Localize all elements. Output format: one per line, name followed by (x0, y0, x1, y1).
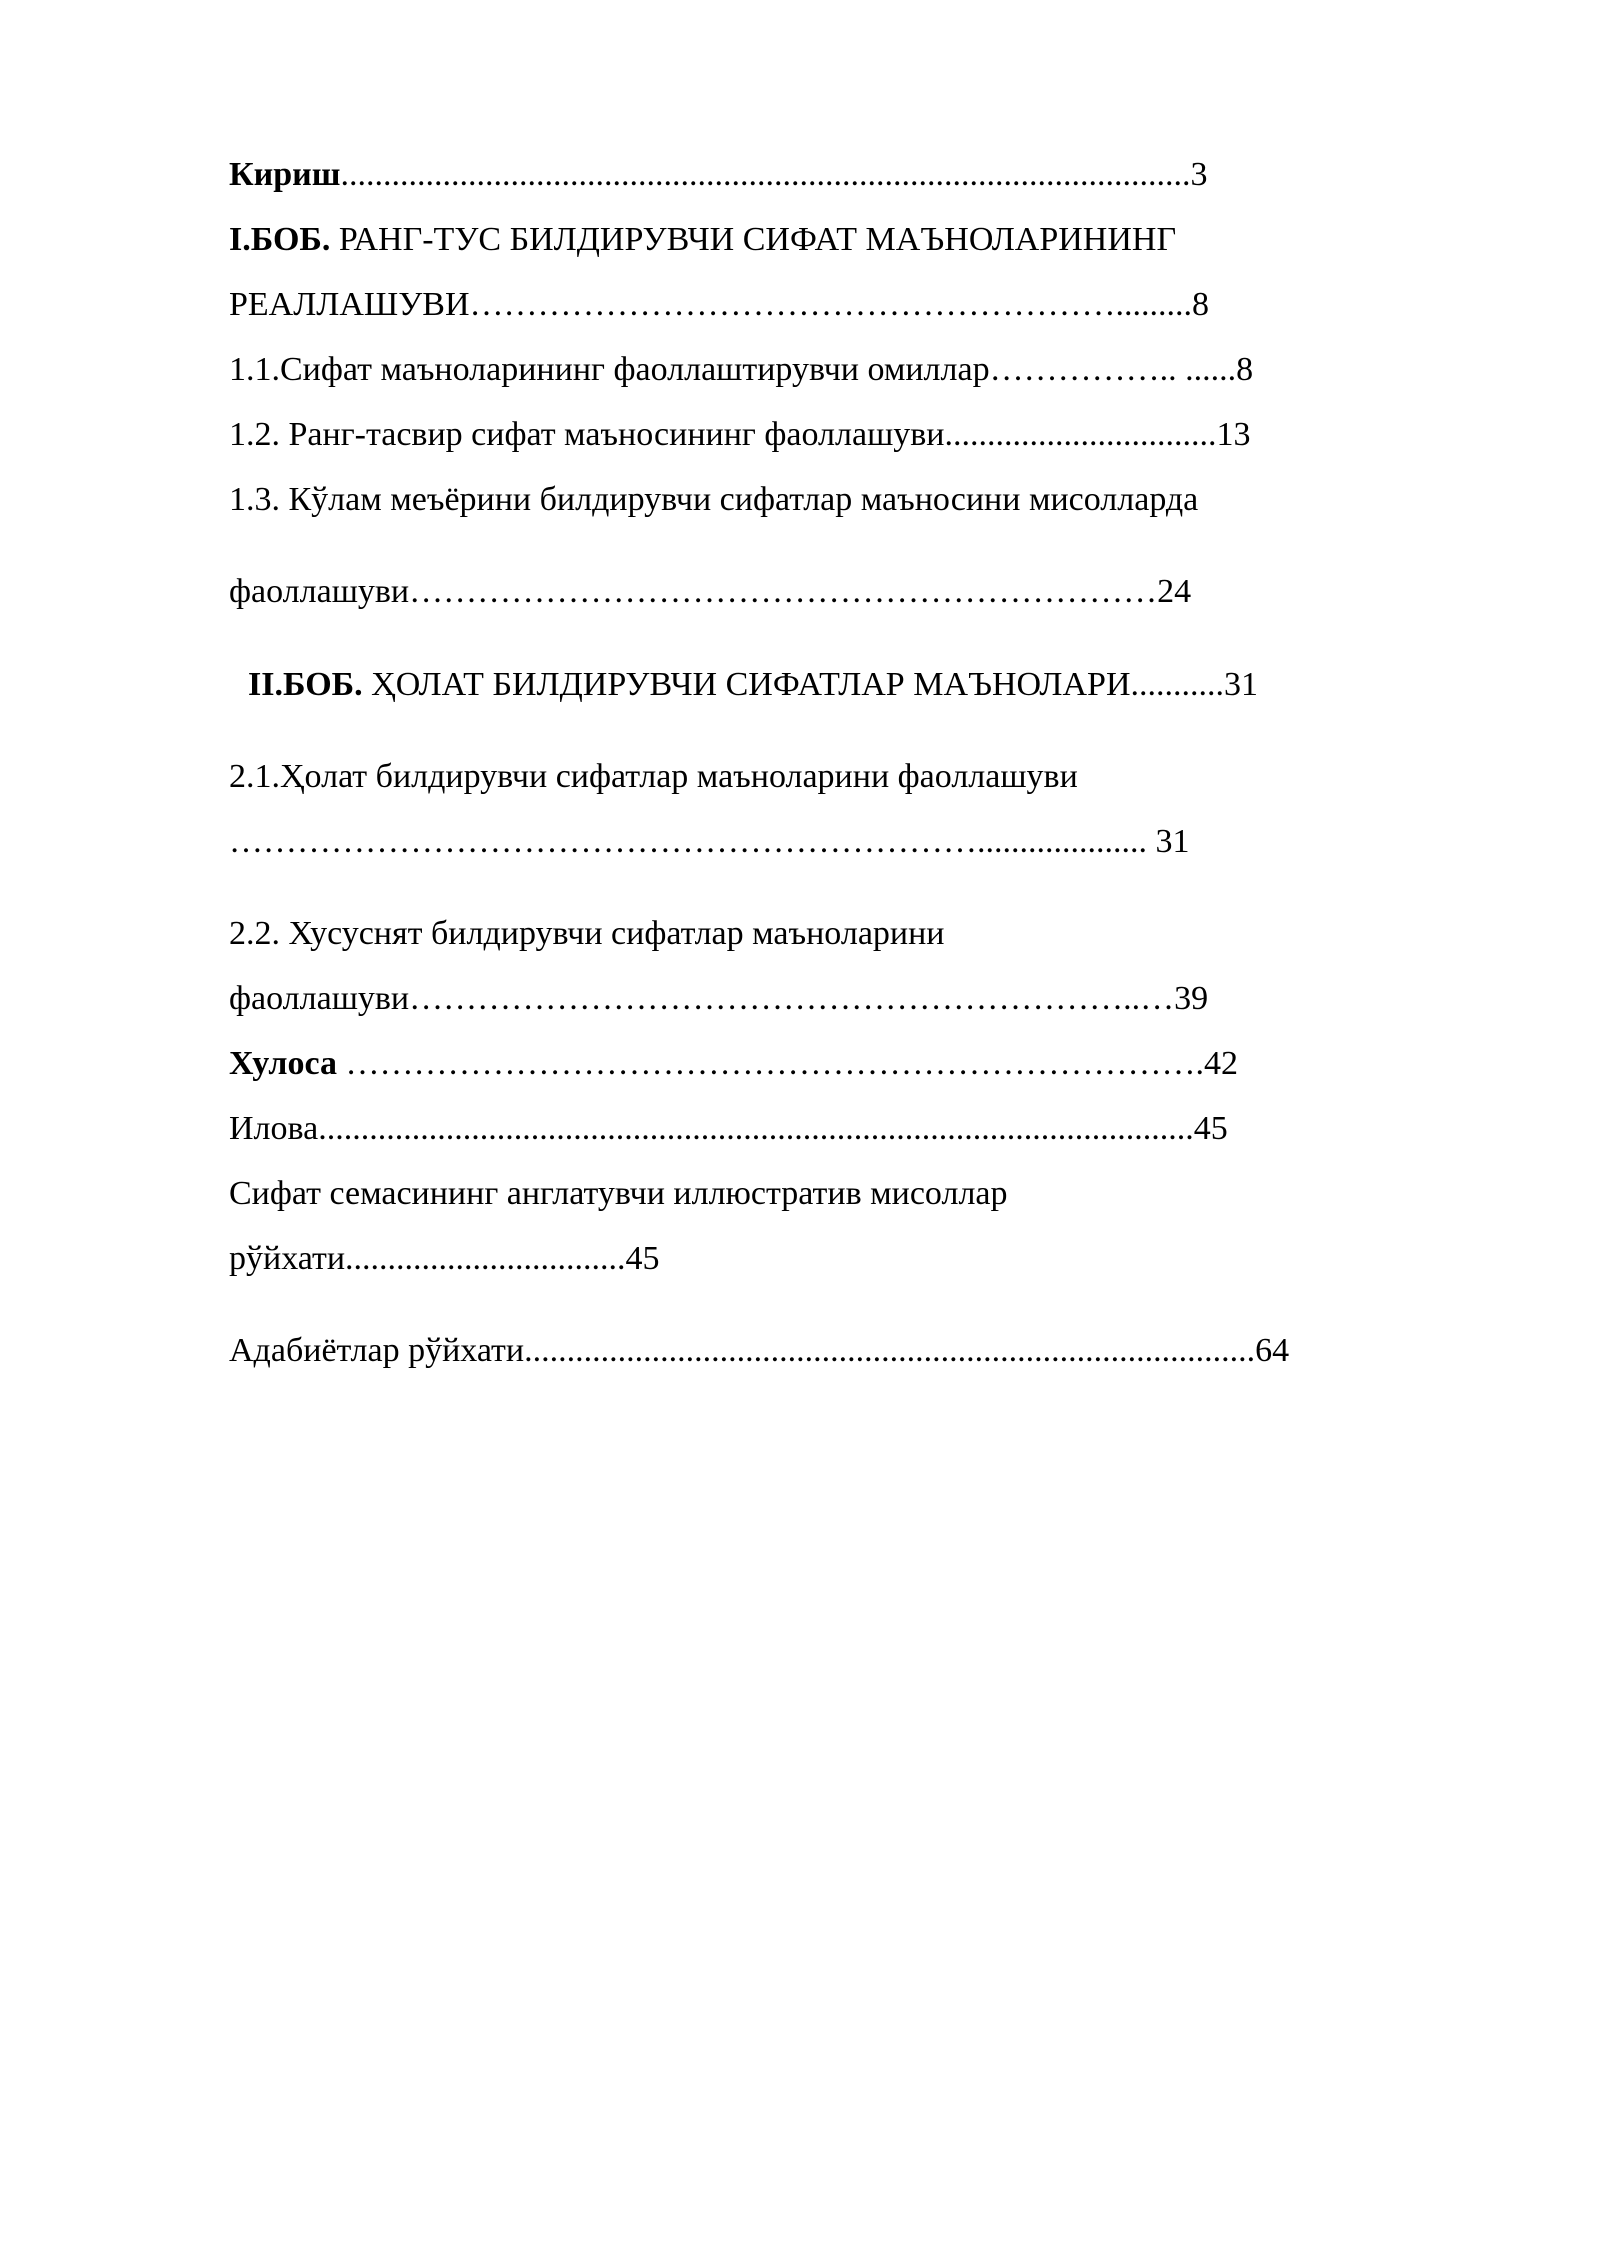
toc-entry-1-1: 1.1.Сифат маъноларининг фаоллаштирувчи омиллар…………….. ......8 (229, 351, 1254, 388)
toc-entry-1-2: 1.2. Ранг-тасвир сифат маъносининг фаоллашуви................................13 (229, 416, 1251, 453)
toc-entry-bob2 (248, 665, 1258, 705)
toc-entry-2-2: 2.2. Хусуснят билдирувчи сифатлар маъноларини (229, 915, 945, 952)
toc-title-bob2: ҲОЛАТ БИЛДИРУВЧИ СИФАТЛАР МАЪНОЛАРИ...........31 (362, 666, 1258, 703)
toc-label-xulosa: Хулоса (229, 1045, 337, 1082)
toc-entry-ilova: Илова.......................................................................................................45 (229, 1110, 1228, 1147)
toc-title-bob1: РАНГ-ТУС БИЛДИРУВЧИ СИФАТ МАЪНОЛАРИНИНГ (330, 221, 1177, 258)
toc-entry-2-1: 2.1.Ҳолат билдирувчи сифатлар маъноларини фаоллашуви (229, 758, 1078, 795)
toc-dots-kirish: ....................................................................................................3 (340, 156, 1208, 193)
toc-label-bob2: II.БОБ. (248, 666, 363, 703)
toc-label-bob1: I.БОБ. (229, 221, 331, 258)
toc-entry-1-3: 1.3. Кўлам меъёрини билдирувчи сифатлар маъносини мисолларда (229, 481, 1199, 518)
toc-entry-sifat-cont: рўйхати.................................45 (229, 1240, 660, 1277)
toc-dots-xulosa: ………………………………………………………………….42 (337, 1045, 1238, 1082)
toc-entry-xulosa (229, 1044, 1238, 1084)
toc-entry-sifat: Сифат семасининг англатувчи иллюстратив мисоллар (229, 1175, 1008, 1212)
toc-entry-bob1-cont: РЕАЛЛАШУВИ………………………………………………….........8 (229, 286, 1210, 323)
toc-entry-kirish (229, 155, 1207, 195)
toc-label-kirish: Кириш (229, 156, 341, 193)
toc-entry-2-2-cont: фаоллашуви………………………………………………………..…39 (229, 980, 1209, 1017)
toc-entry-2-1-cont: ………………………………………………………….................... 31 (229, 823, 1190, 860)
toc-entry-adabiyot: Адабиётлар рўйхати......................................................................................64 (229, 1332, 1290, 1369)
toc-entry-1-3-cont: фаоллашуви…………………………………………………………24 (229, 573, 1192, 610)
toc-entry-bob1 (229, 220, 1176, 260)
